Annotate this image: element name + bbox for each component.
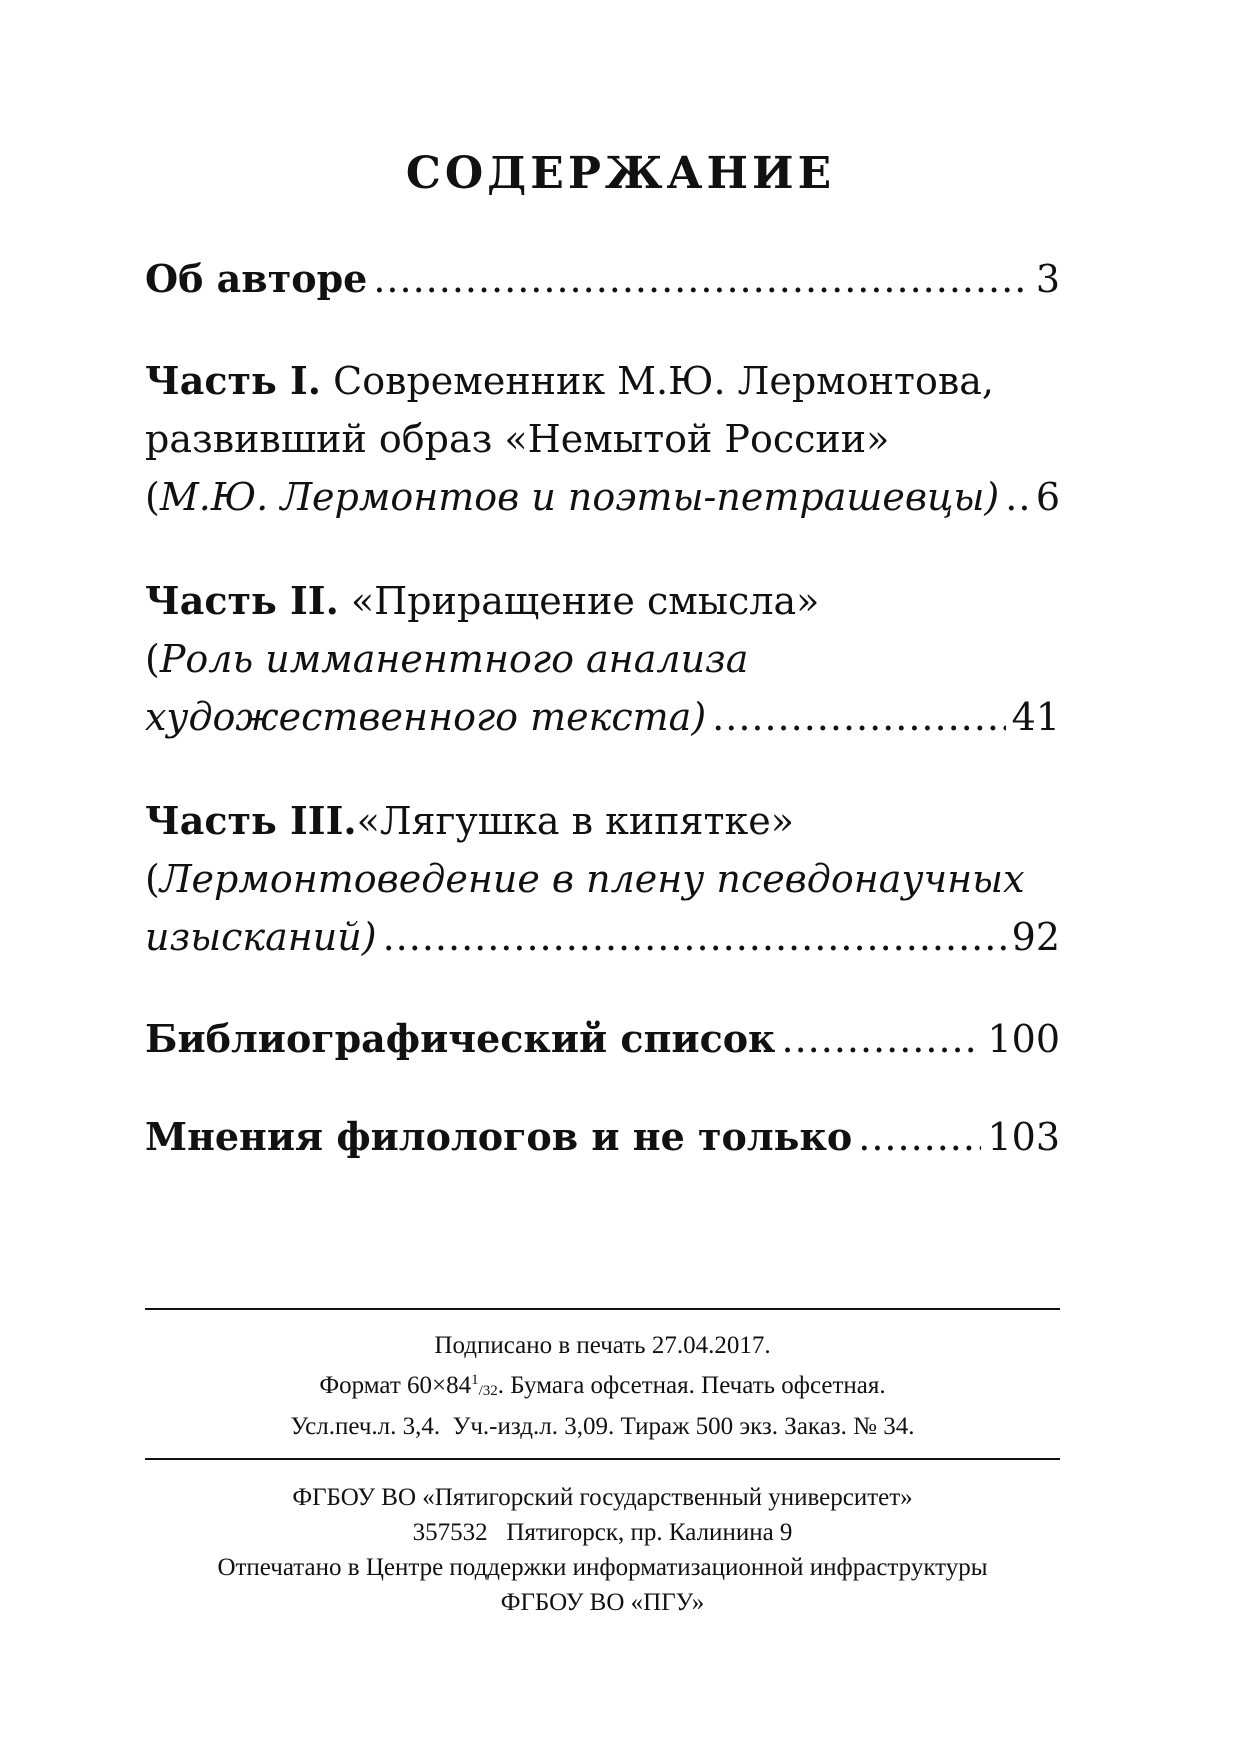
- toc-entry-part-3: [145, 792, 1060, 966]
- toc-page-number: 100: [987, 1017, 1060, 1061]
- printing-details: [145, 1310, 1060, 1458]
- dot-leader: [383, 908, 1006, 966]
- toc-entry-label: Об авторе: [145, 256, 368, 301]
- publisher-address: 357532 Пятигорск, пр. Калинина 9: [412, 1519, 793, 1546]
- toc-entry-part-1: [145, 352, 1060, 526]
- contents-heading: СОДЕРЖАНИЕ: [405, 148, 836, 199]
- print-stats: Усл.печ.л. 3,4. Уч.-изд.л. 3,09. Тираж 500 экз. Заказ. № 34.: [290, 1413, 915, 1440]
- printer-name: ФГБОУ ВО «ПГУ»: [500, 1589, 705, 1616]
- toc-title-text: развивший образ «Немытой России»: [145, 417, 890, 461]
- toc-part-label: Часть II.: [145, 578, 339, 623]
- toc-title-text: «Приращение смысла»: [350, 579, 820, 623]
- toc-entry-opinions: [145, 1108, 1060, 1166]
- toc-entry-label: Библиографический список: [145, 1016, 776, 1061]
- toc-subtitle-paren: (: [145, 475, 160, 519]
- publisher-name: ФГБОУ ВО «Пятигорский государственный университет»: [292, 1484, 913, 1511]
- toc-entry-part-2: [145, 572, 1060, 746]
- toc-page-number: 3: [1035, 257, 1060, 301]
- toc-page-number: 92: [1011, 915, 1060, 959]
- toc-page-number: 41: [1011, 695, 1060, 739]
- toc-subtitle-text: художественного текста): [145, 695, 707, 739]
- dot-leader: [712, 688, 1005, 746]
- publisher-details: [145, 1460, 1060, 1620]
- toc-entry-about: [145, 250, 1060, 308]
- toc-subtitle-paren: (: [145, 857, 160, 901]
- format-line: Формат $60\times 84^1_{/32}$. Бумага офсетная. Печать офсетная.: [319, 1372, 886, 1399]
- toc-entry-label: Мнения филологов и не только: [145, 1114, 853, 1159]
- toc-page-number: 103: [987, 1115, 1060, 1159]
- dot-leader: [782, 1010, 982, 1068]
- dot-leader: [373, 250, 1029, 308]
- toc-entry-bibliography: [145, 1010, 1060, 1068]
- toc-part-label: Часть I.: [145, 358, 322, 403]
- table-of-contents: [145, 250, 1060, 1166]
- toc-subtitle-text: Роль имманентного анализа: [159, 637, 749, 681]
- toc-subtitle-text: Лермонтоведение в плену псевдонаучных: [159, 857, 1025, 901]
- toc-part-label: Часть III.: [145, 798, 357, 843]
- toc-subtitle-text: изысканий): [145, 915, 377, 959]
- signed-date: Подписано в печать 27.04.2017.: [434, 1332, 771, 1359]
- toc-subtitle-text: М.Ю. Лермонтов и поэты-петрашевцы): [159, 475, 1000, 519]
- toc-title-text: «Лягушка в кипятке»: [356, 799, 794, 843]
- printed-at: Отпечатано в Центре поддержки информатизационной инфраструктуры: [217, 1554, 988, 1581]
- dot-leader: [858, 1108, 981, 1166]
- toc-page-number: 6: [1035, 475, 1060, 519]
- toc-title-text: Современник М.Ю. Лермонтова,: [333, 359, 994, 403]
- imprint-block: [145, 1308, 1060, 1620]
- toc-subtitle-paren: (: [145, 637, 160, 681]
- dot-leader: [1005, 468, 1030, 526]
